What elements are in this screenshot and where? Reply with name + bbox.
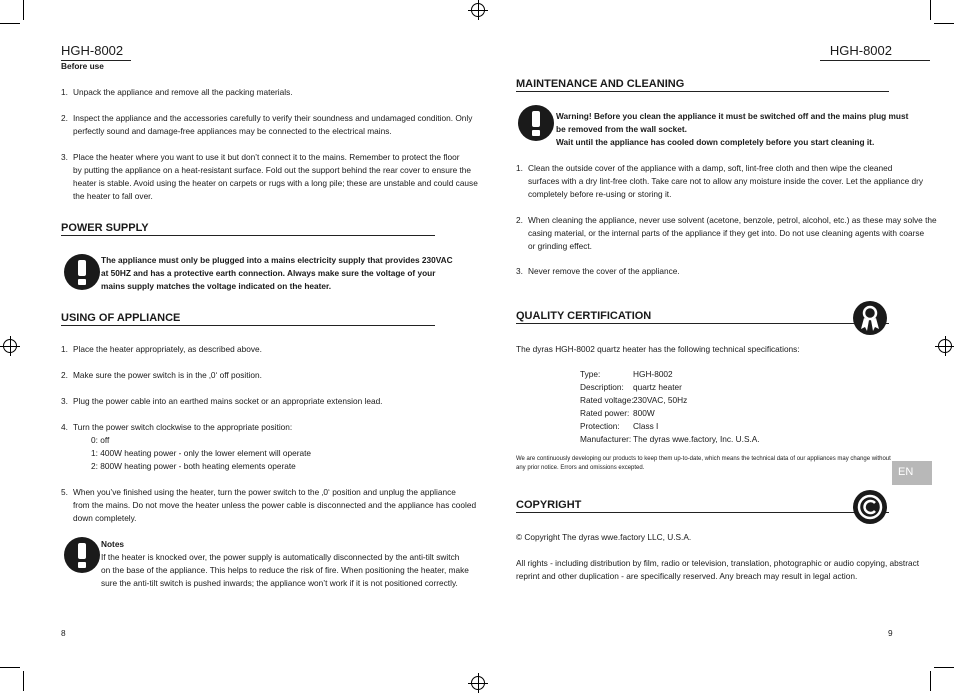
list-item-text	[73, 151, 478, 203]
crop-mark	[23, 0, 24, 20]
text-line: any prior notice. Errors and omissions excepted.	[516, 464, 645, 471]
list-number: 2.	[61, 113, 68, 123]
section-heading-quality: QUALITY CERTIFICATION	[516, 310, 889, 324]
list-number: 3.	[516, 266, 523, 276]
text-line: 1: 400W heating power - only the lower element will operate	[91, 448, 311, 458]
list-item-text	[528, 214, 937, 253]
text-line: the heater to fall over.	[73, 191, 153, 201]
spec-value: The dyras wwe.factory, Inc. U.S.A.	[633, 434, 760, 444]
text-line: mains supply matches the voltage indicated on the heater.	[101, 281, 332, 291]
list-item-text: Turn the power switch clockwise to the appropriate position:	[73, 422, 293, 432]
text-line: When cleaning the appliance, never use solvent (acetone, benzole, petrol, alcohol, etc.) as these may solve the	[528, 215, 937, 225]
text-line: perfectly sound and damage-free appliances may be connected to the electrical mains.	[73, 126, 392, 136]
text-line: or grinding effect.	[528, 241, 592, 251]
list-number: 4.	[61, 422, 68, 432]
list-item-text	[73, 486, 476, 525]
list-number: 2.	[61, 370, 68, 380]
disclaimer	[516, 455, 891, 472]
list-item-text	[528, 162, 923, 201]
text-line: heater is stable. Avoid using the heater on carpets or rugs with a long pile; these are unstable and could cause	[73, 178, 478, 188]
spec-value: Class I	[633, 421, 659, 431]
registration-mark	[471, 676, 485, 690]
page-number: 9	[888, 628, 893, 638]
text-line: If the heater is knocked over, the power supply is automatically disconnected by the anti-tilt switch	[101, 552, 460, 562]
spec-value: 230VAC, 50Hz	[633, 395, 688, 405]
copyright-line: © Copyright The dyras wwe.factory LLC, U.S.A.	[516, 532, 692, 542]
spec-label: Manufacturer:	[580, 434, 632, 444]
text-line: completely before re-using or storing it.	[528, 189, 672, 199]
notes-heading: Notes	[101, 539, 125, 549]
text-line: All rights - including distribution by film, radio or television, translation, photographic or audio copying, abstract	[516, 558, 920, 568]
spec-value: HGH-8002	[633, 369, 673, 379]
text-line: sure the anti-tilt switch is pushed inwards; the appliance won’t work if it is not positioned correctly.	[101, 578, 458, 588]
section-heading-using: USING OF APPLIANCE	[61, 312, 435, 326]
text-line: When you’ve finished using the heater, turn the power switch to the ‚0‘ position and unplug the appliance	[73, 487, 456, 497]
crop-mark	[23, 671, 24, 691]
text-line: down completely.	[73, 513, 137, 523]
text-line: Wait until the appliance has cooled down completely before you start cleaning it.	[556, 137, 875, 147]
list-number: 1.	[61, 344, 68, 354]
text-line: 0: off	[91, 435, 110, 445]
before-use-heading: Before use	[61, 61, 104, 71]
quality-intro: The dyras HGH-8002 quartz heater has the following technical specifications:	[516, 344, 800, 354]
text-line: reprint and other duplication - are specifically reserved. Any breach may result in legal action.	[516, 571, 858, 581]
quality-seal-icon	[852, 300, 888, 336]
spec-label: Rated voltage:	[580, 395, 634, 405]
list-item-text	[73, 112, 472, 138]
spec-label: Protection:	[580, 421, 620, 431]
list-number: 3.	[61, 152, 68, 162]
spec-value: quartz heater	[633, 382, 682, 392]
notes-block	[101, 538, 469, 590]
crop-mark	[0, 667, 20, 668]
list-number: 2.	[516, 215, 523, 225]
page-number: 8	[61, 628, 66, 638]
text-line: Inspect the appliance and the accessories carefully to verify their soundness and undamaged condition. Only	[73, 113, 473, 123]
language-tab	[892, 461, 932, 485]
warning-icon	[518, 105, 554, 141]
text-line: The appliance must only be plugged into a mains electricity supply that provides 230VAC	[101, 255, 453, 265]
warning-icon	[64, 537, 100, 573]
text-line: Warning! Before you clean the appliance it must be switched off and the mains plug must	[556, 111, 909, 121]
text-line: Place the heater where you want to use it but don’t connect it to the mains. Remember to protect the floor	[73, 152, 460, 162]
list-number: 5.	[61, 487, 68, 497]
spec-label: Description:	[580, 382, 624, 392]
text-line: on the base of the appliance. This helps to reduce the risk of fire. When positioning the heater, make	[101, 565, 469, 575]
maintenance-warning	[556, 110, 908, 149]
spec-label: Rated power:	[580, 408, 630, 418]
left-page-header	[61, 42, 131, 61]
list-item-text: Unpack the appliance and remove all the packing materials.	[73, 87, 293, 97]
list-number: 1.	[516, 163, 523, 173]
copyright-icon	[852, 489, 888, 525]
right-page-header	[820, 42, 930, 61]
warning-icon	[64, 254, 100, 290]
text-line: casing material, or the internal parts of the appliance if they get into. Do not use cleaning agents with coarse	[528, 228, 925, 238]
text-line: by putting the appliance on a heat-resistant surface. Fold out the support behind the rear cover to ensure the	[73, 165, 472, 175]
crop-mark	[934, 667, 954, 668]
text-line: Clean the outside cover of the appliance with a damp, soft, lint-free cloth and then wipe the cleaned	[528, 163, 893, 173]
list-item-text: Place the heater appropriately, as described above.	[73, 344, 262, 354]
text-line: at 50HZ and has a protective earth connection. Always make sure the voltage of your	[101, 268, 436, 278]
rights-text	[516, 557, 919, 583]
list-item-text: Plug the power cable into an earthed mains socket or an appropriate extension lead.	[73, 396, 383, 406]
section-heading-copyright: COPYRIGHT	[516, 499, 889, 513]
list-item-text: Never remove the cover of the appliance.	[528, 266, 680, 276]
list-number: 1.	[61, 87, 68, 97]
text-line: surfaces with a dry lint-free cloth. Take care not to allow any moisture inside the cover. Let the appliance dry	[528, 176, 924, 186]
crop-mark	[934, 23, 954, 24]
registration-mark	[3, 339, 17, 353]
section-heading-power-supply: POWER SUPPLY	[61, 222, 435, 236]
crop-mark	[0, 23, 20, 24]
crop-mark	[930, 0, 931, 20]
power-supply-warning	[101, 254, 453, 293]
text-line: be removed from the wall socket.	[556, 124, 687, 134]
model-number: HGH-8002	[61, 43, 124, 58]
registration-mark	[938, 339, 952, 353]
spec-label: Type:	[580, 369, 601, 379]
model-number: HGH-8002	[829, 43, 892, 58]
text-line: from the mains. Do not move the heater unless the power cable is disconnected and the appliance has cooled	[73, 500, 477, 510]
crop-mark	[930, 671, 931, 691]
language-tab-label: EN	[898, 466, 914, 478]
section-heading-maintenance: MAINTENANCE AND CLEANING	[516, 78, 889, 92]
registration-mark	[471, 3, 485, 17]
switch-positions	[91, 434, 311, 473]
text-line: We are continuously developing our products to keep them up-to-date, which means the technical data of our appliances may change without	[516, 456, 891, 462]
text-line: 2: 800W heating power - both heating elements operate	[91, 461, 296, 471]
list-number: 3.	[61, 396, 68, 406]
list-item-text: Make sure the power switch is in the ‚0‘ off position.	[73, 370, 262, 380]
spec-value: 800W	[633, 408, 655, 418]
